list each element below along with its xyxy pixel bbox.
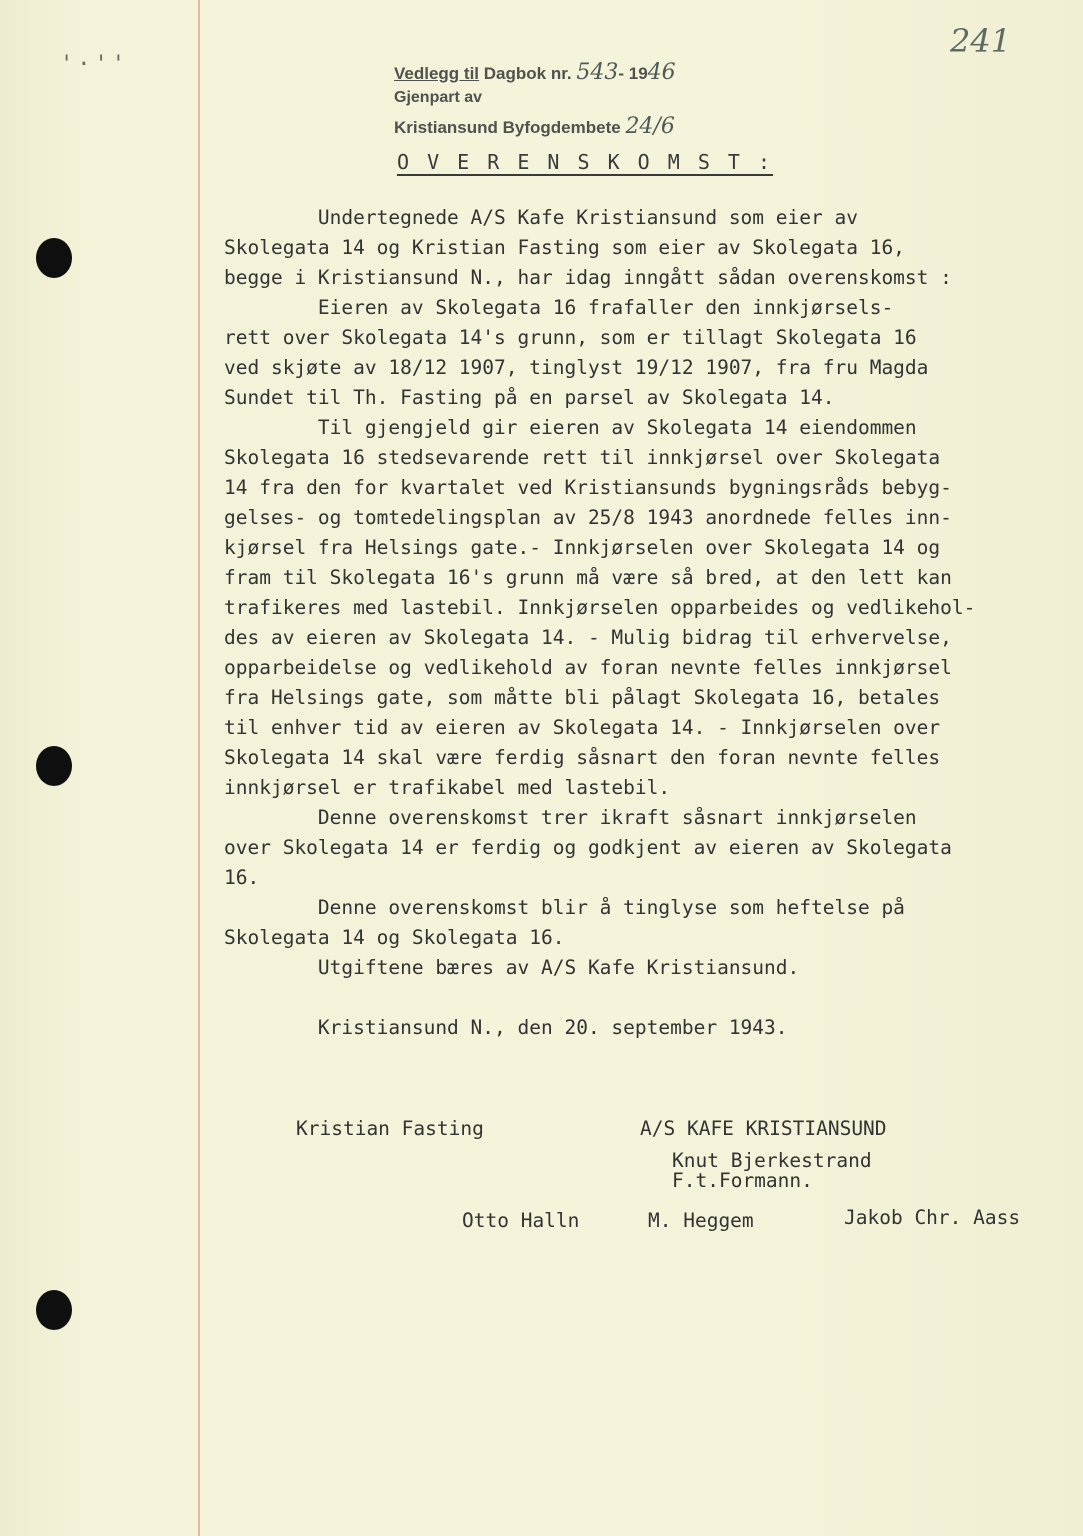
body-line: Kristiansund N., den 20. september 1943. (224, 1016, 788, 1039)
signature-company: A/S KAFE KRISTIANSUND (640, 1117, 887, 1140)
stamp-dagbok: Dagbok nr. (483, 64, 572, 83)
body-line: begge i Kristiansund N., har idag inngått sådan overenskomst : (224, 266, 952, 289)
stamp-office: Kristiansund Byfogdembete (394, 118, 621, 137)
punch-hole (36, 746, 72, 786)
body-line: innkjørsel er trafikabel med lastebil. (224, 776, 671, 799)
signature-witness-3: Jakob Chr. Aass (844, 1206, 1021, 1229)
body-line: trafikeres med lastebil. Innkjørselen opparbeides og vedlikehol- (224, 596, 976, 619)
signature-signer-title: F.t.Formann. (672, 1169, 813, 1192)
body-line: Til gjengjeld gir eieren av Skolegata 14 eiendommen (224, 416, 917, 439)
stamp-label: Vedlegg til (394, 64, 480, 83)
body-line: Skolegata 16 stedsevarende rett til innkjørsel over Skolegata (224, 446, 941, 469)
body-line: over Skolegata 14 er ferdig og godkjent av eieren av Skolegata (224, 836, 952, 859)
punch-hole (36, 238, 72, 278)
stamp-line-2: Gjenpart av (394, 89, 483, 106)
margin-rule (198, 0, 200, 1536)
body-line: ved skjøte av 18/12 1907, tinglyst 19/12 1907, fra fru Magda (224, 356, 929, 379)
signature-company-signer: Knut Bjerkestrand (672, 1149, 872, 1172)
body-line: Skolegata 14 og Skolegata 16. (224, 926, 565, 949)
punch-hole (36, 1290, 72, 1330)
body-line: opparbeidelse og vedlikehold av foran nevnte felles innkjørsel (224, 656, 952, 679)
body-line: rett over Skolegata 14's grunn, som er tillagt Skolegata 16 (224, 326, 917, 349)
body-line: fram til Skolegata 16's grunn må være så bred, at den lett kan (224, 566, 952, 589)
body-line: Utgiftene bæres av A/S Kafe Kristiansund. (224, 956, 800, 979)
stamp-number: 543 (576, 60, 619, 85)
body-line (224, 983, 1074, 1013)
body-line: Skolegata 14 skal være ferdig såsnart den foran nevnte felles (224, 746, 941, 769)
body-line: Denne overenskomst trer ikraft såsnart innkjørselen (224, 806, 917, 829)
body-line: Sundet til Th. Fasting på en parsel av Skolegata 14. (224, 386, 835, 409)
body-line: til enhver tid av eieren av Skolegata 14. - Innkjørselen over (224, 716, 941, 739)
margin-marks: '·'' (60, 52, 129, 77)
body-line: Skolegata 14 og Kristian Fasting som eier av Skolegata 16, (224, 236, 905, 259)
page-number: 241 (950, 22, 1012, 60)
registration-stamp (394, 56, 734, 156)
agreement-body (224, 203, 1074, 1043)
body-line: 16. (224, 866, 260, 889)
signature-witness-1: Otto Halln (462, 1209, 580, 1232)
body-line: des av eieren av Skolegata 14. - Mulig bidrag til erhvervelse, (224, 626, 952, 649)
body-line: gelses- og tomtedelingsplan av 25/8 1943 anordnede felles inn- (224, 506, 952, 529)
stamp-date: 24/6 (625, 114, 675, 139)
stamp-year-suffix: 46 (647, 60, 676, 85)
stamp-line-3 (394, 114, 675, 139)
body-line: Denne overenskomst blir å tinglyse som heftelse på (224, 896, 905, 919)
signature-witness-2: M. Heggem (648, 1209, 754, 1232)
body-line: 14 fra den for kvartalet ved Kristiansunds bygningsråds bebyg- (224, 476, 952, 499)
document-title: O V E R E N S K O M S T : (397, 150, 774, 174)
body-line: Undertegnede A/S Kafe Kristiansund som eier av (224, 206, 858, 229)
body-line: fra Helsings gate, som måtte bli pålagt Skolegata 16, betales (224, 686, 941, 709)
body-line: kjørsel fra Helsings gate.- Innkjørselen over Skolegata 14 og (224, 536, 941, 559)
stamp-year-prefix: - 19 (618, 64, 648, 83)
stamp-line-1 (394, 60, 676, 85)
signature-left: Kristian Fasting (296, 1117, 484, 1140)
body-line: Eieren av Skolegata 16 frafaller den innkjørsels- (224, 296, 894, 319)
